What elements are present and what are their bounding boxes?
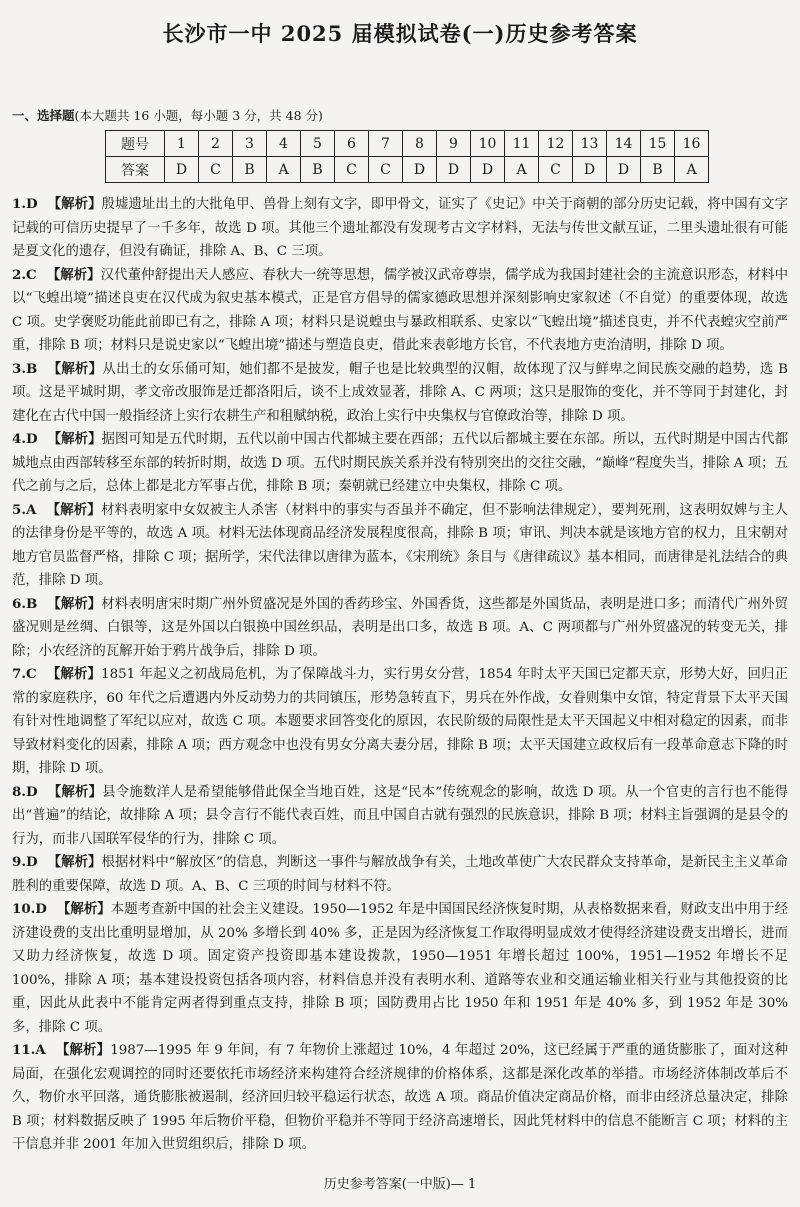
question-answer: D: [25, 196, 38, 212]
question-number-cell: 1: [165, 131, 199, 157]
question-number: 2.: [12, 266, 26, 283]
question-answer: B: [25, 360, 38, 377]
question-answer: C: [25, 666, 37, 682]
question-explanation: [12, 781, 788, 852]
answer-cell: C: [335, 157, 369, 183]
question-explanation: [12, 193, 788, 264]
question-number-cell: 3: [233, 131, 267, 157]
analysis-tag: 【解析】: [47, 854, 102, 870]
answer-cell: B: [233, 157, 267, 183]
question-number-cell: 15: [641, 131, 675, 157]
question-answer: D: [25, 783, 38, 800]
answer-row: [106, 157, 709, 183]
question-answer: D: [25, 854, 38, 870]
analysis-text: 根据材料中“解放区”的信息，判断这一事件与解放战争有关，土地改革使广大农民群众支持革命，是新民主主义革命胜利的重要保障，故选 D 项。A、B、C 三项的时间与材料不符。: [12, 855, 788, 894]
question-number-cell: 11: [505, 131, 539, 157]
question-explanation: [12, 663, 788, 781]
question-number: 8.: [12, 783, 26, 800]
analysis-tag: 【解析】: [46, 266, 101, 283]
question-number-cell: 8: [403, 131, 437, 157]
row-label-answer: 答案: [106, 157, 165, 183]
question-number: 7.: [12, 666, 26, 682]
question-number-row: [106, 131, 709, 157]
analysis-text: 材料表明家中女奴被主人杀害（材料中的事实与否虽并不确定，但不影响法律规定），要判死刑，这表明奴婢与主人的法律身份是平等的，故选 A 项。材料无法体现商品经济发展程度很高，排除 B 项；审讯、判决本就是该地方官的权力，且宋朝对地方官员监督严格，排除 C 项；据所学，宋代法律以唐律为蓝本，《宋刑统》条目与《唐律疏议》基本相同，而唐律是礼法结合的典范，排除 D 项。: [12, 502, 789, 588]
analysis-text: 据图可知是五代时期，五代以前中国古代都城主要在西部；五代以后都城主要在东部。所以，五代时期是中国古代都城地点由西部转移至东部的转折时期，故选 D 项。五代时期民族关系并没有特别突出的交往交融，“巅峰”程度失当，排除 A 项；五代之前与之后，总体上都是北方军事占优，排除 B 项；秦朝就已经建立中央集权，排除 C 项。: [12, 432, 789, 494]
question-number-cell: 9: [437, 131, 471, 157]
question-number-cell: 10: [471, 131, 505, 157]
answer-cell: D: [165, 157, 199, 183]
answer-cell: D: [403, 157, 437, 183]
question-number-cell: 5: [301, 131, 335, 157]
section-heading: [12, 106, 323, 124]
section-title: 一、选择题: [12, 108, 75, 123]
answer-cell: D: [471, 157, 505, 183]
question-number-cell: 4: [267, 131, 301, 157]
question-number: 1.: [12, 196, 26, 212]
analysis-tag: 【解析】: [46, 666, 102, 682]
analysis-tag: 【解析】: [55, 1042, 111, 1058]
question-explanation: [12, 499, 788, 593]
answer-cell: C: [539, 157, 573, 183]
question-explanation: [12, 264, 788, 358]
question-number-cell: 16: [675, 131, 709, 157]
analysis-text: 1987—1995 年 9 年间，有 7 年物价上涨超过 10%，4 年超过 20%，这已经属于严重的通货膨胀了，面对这种局面，在强化宏观调控的同时还要依托市场经济来构建符合经济规律的价格体系，这都是深化改革的举措。市场经济体制改革后不久，物价水平回落，通货膨胀被遏制，经济回归较平稳运行状态，故选 A 项。商品价值决定商品价格，而非由经济总量决定，排除 B 项；材料数据反映了 1995 年后物价平稳，但物价平稳并不等同于经济高速增长，因此凭材料中的信息不能断言 C 项；材料的主干信息并非 2001 年加入世贸组织后，排除 D 项。: [12, 1043, 789, 1152]
question-explanation: [12, 358, 788, 429]
answer-cell: D: [573, 157, 607, 183]
question-answer: D: [35, 901, 47, 917]
analysis-text: 汉代董仲舒提出天人感应、春秋大一统等思想，儒学被汉武帝尊崇，儒学成为我国封建社会的主流意识形态，材料中以“飞蝗出境”描述良吏在汉代成为叙史基本模式，正是官方倡导的儒家德政思想并深刻影响史家叙述（不自觉）的重要体现，故选 C 项。史学褒贬功能此前即已有之，排除 A 项；材料只是说蝗虫与暴政相联系、史家以“飞蝗出境”描述良吏，并不代表蝗灾空前严重，排除 B 项；材料只是说史家以“飞蝗出境”描述与塑造良吏，借此来表彰地方长官，不代表地方吏治清明，排除 D 项。: [12, 267, 789, 353]
analysis-text: 殷墟遗址出土的大批龟甲、兽骨上刻有文字，即甲骨文，证实了《史记》中关于商朝的部分历史记载，将中国有文字记载的可信历史提早了一千多年，故选 D 项。其他三个遗址都没有发现考古文字材料，无法与传世文献互证，二里头遗址很有可能是夏文化的遗存，但没有确证，排除 A、B、C 三项。: [12, 197, 789, 259]
question-number-cell: 7: [369, 131, 403, 157]
analysis-tag: 【解析】: [47, 431, 102, 447]
explanations-list: [12, 193, 788, 1157]
question-number: 3.: [12, 360, 26, 377]
question-number: 9.: [12, 854, 26, 870]
page-footer: 历史参考答案(一中版)— 1: [323, 1177, 477, 1192]
answer-cell: D: [607, 157, 641, 183]
answer-cell: B: [301, 157, 335, 183]
question-explanation: [12, 593, 788, 664]
answer-cell: A: [505, 157, 539, 183]
question-explanation: [12, 898, 788, 1039]
answer-cell: C: [369, 157, 403, 183]
answer-cell: D: [437, 157, 471, 183]
answer-cell: A: [675, 157, 709, 183]
answer-table: [105, 130, 709, 183]
answer-cell: A: [267, 157, 301, 183]
analysis-tag: 【解析】: [47, 783, 103, 800]
question-answer: C: [25, 266, 37, 283]
answer-cell: C: [199, 157, 233, 183]
question-answer: B: [25, 595, 38, 612]
analysis-text: 1851 年起义之初战局危机，为了保障战斗力，实行男女分营，1854 年时太平天国已定都天京，形势大好，回归正常的家庭秩序，60 年代之后遭遇内外反动势力的共同镇压，形势急转直下，男兵在外作战，女眷则集中女馆，特定背景下太平天国有针对性地调整了军纪以应对，故选 C 项。本题要求回答变化的原因，农民阶级的局限性是太平天国起义中相对稳定的因素，而非导致材料变化的因素，排除 A 项；西方观念中也没有男女分离夫妻分居，排除 B 项；太平天国建立政权后有一段革命意志下降的时期，排除 D 项。: [12, 667, 789, 776]
question-number-cell: 13: [573, 131, 607, 157]
analysis-text: 从出土的女乐俑可知，她们都不是披发，帽子也是比较典型的汉帽，故体现了汉与鲜卑之间民族交融的趋势，选 B 项。这是平城时期，孝文帝改服饰是迁都洛阳后，谈不上成效显著，排除 A、C 两项；这只是服饰的变化，并不等同于封建化，封建化在古代中国一般指经济上实行农耕生产和租赋纳税，政治上实行中央集权与官僚政治等，排除 D 项。: [12, 361, 789, 424]
question-answer: A: [25, 501, 37, 518]
analysis-tag: 【解析】: [47, 595, 102, 612]
question-number-cell: 14: [607, 131, 641, 157]
question-explanation: [12, 851, 788, 898]
question-number-cell: 6: [335, 131, 369, 157]
analysis-text: 本题考查新中国的社会主义建设。1950—1952 年是中国国民经济恢复时期，从表格数据来看，财政支出中用于经济建设费的支出比重明显增加，从 20% 多增长到 40% 多，正是因为经济恢复工作取得明显成效才使得经济建设费支出增长，进而又助力经济恢复，故选 D 项。固定资产投资即基本建设拨款，1950—1951 年增长超过 100%，1951—1952 年增长不足 100%，排除 A 项；基本建设投资包括各项内容，材料信息并没有表明水利、道路等农业和交通运输业相关行业与其他投资的比重，因此从此表中不能肯定两者得到重点支持，排除 B 项；国防费用占比 1950 年和 1951 年是 40% 多，到 1952 年是 30% 多，排除 C 项。: [12, 902, 788, 1035]
question-number: 4.: [12, 431, 26, 447]
analysis-tag: 【解析】: [47, 196, 102, 212]
section-note: (本大题共 16 小题，每小题 3 分，共 48 分): [74, 108, 323, 123]
question-answer: D: [25, 431, 38, 447]
question-number: 10.: [12, 901, 36, 917]
question-answer: A: [35, 1042, 46, 1058]
analysis-tag: 【解析】: [47, 360, 103, 377]
row-label-number: 题号: [106, 131, 165, 157]
question-explanation: [12, 1039, 788, 1157]
question-number: 5.: [12, 501, 26, 518]
page-title: 长沙市一中 2025 届模拟试卷(一)历史参考答案: [162, 21, 638, 46]
question-number: 6.: [12, 595, 26, 612]
question-number-cell: 2: [199, 131, 233, 157]
question-explanation: [12, 428, 788, 499]
analysis-tag: 【解析】: [56, 901, 111, 917]
analysis-tag: 【解析】: [46, 501, 102, 518]
question-number: 11.: [12, 1042, 36, 1058]
analysis-text: 材料表明唐宋时期广州外贸盛况是外国的香药珍宝、外国香货，这些都是外国货品，表明是进口多；而清代广州外贸盛况则是丝绸、白银等，这是外国以白银换中国丝织品，表明是出口多，故选 B 项。A、C 两项都与广州外贸盛况的转变无关，排除；小农经济的瓦解开始于鸦片战争后，排除 D 项。: [12, 596, 789, 659]
analysis-text: 县令施数洋人是希望能够借此保全当地百姓，这是“民本”传统观念的影响，故选 D 项。从一个官吏的言行也不能得出“普遍”的结论，故排除 A 项；县令言行不能代表百姓，而且中国自古就有强烈的民族意识，排除 B 项；材料主旨强调的是县令的行为，而非八国联军侵华的行为，排除 C 项。: [12, 784, 789, 847]
question-number-cell: 12: [539, 131, 573, 157]
answer-cell: B: [641, 157, 675, 183]
